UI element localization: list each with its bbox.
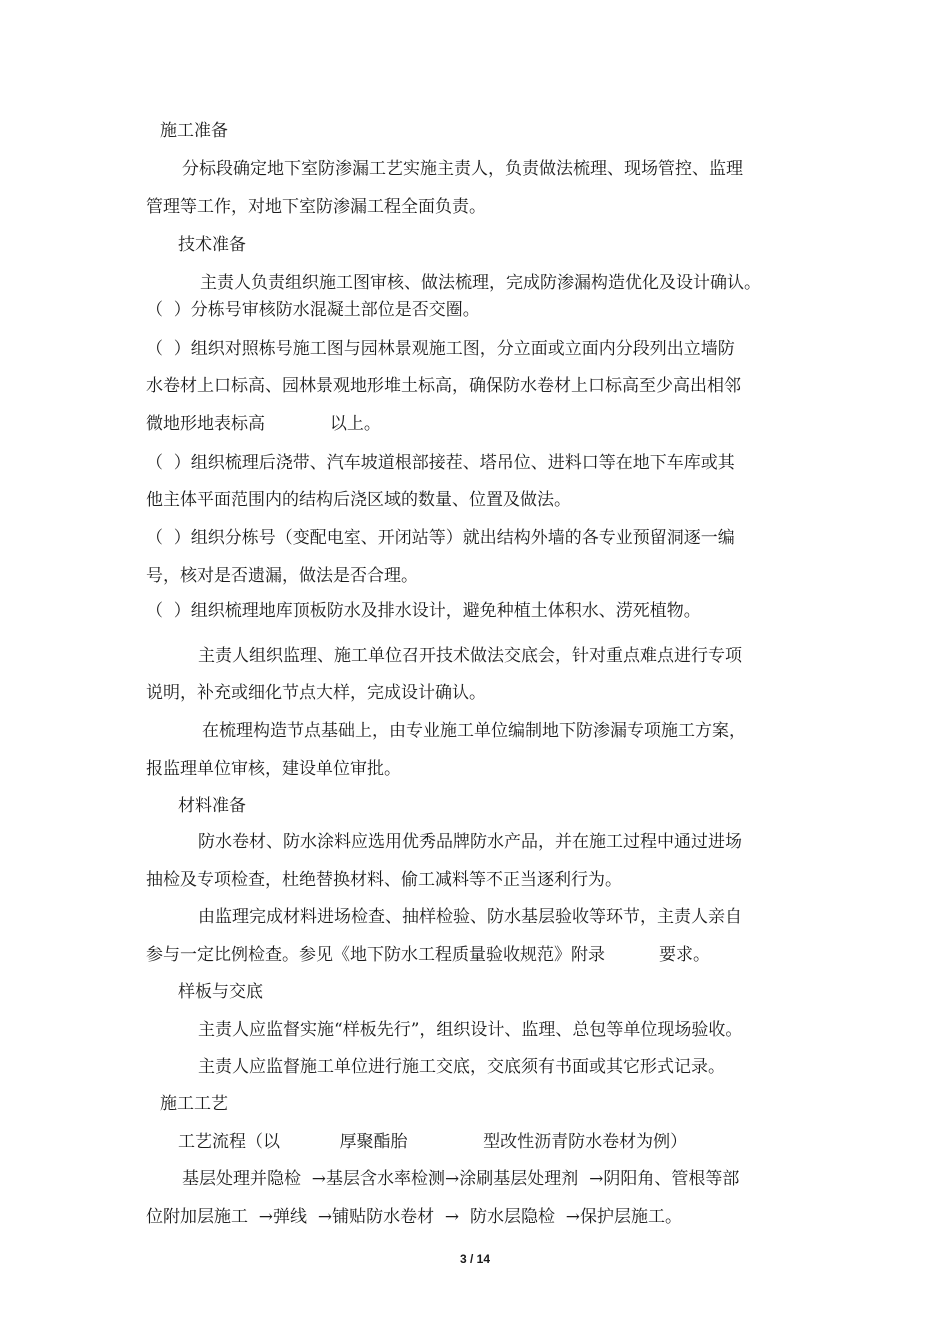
list-item-line: （ ）组织分栋号（变配电室、开闭站等）就出结构外墙的各专业预留洞逐一编 <box>146 528 735 548</box>
list-item-line: （ ）分栋号审核防水混凝土部位是否交圈。 <box>146 300 480 320</box>
paragraph-line: 主责人负责组织施工图审核、做法梳理，完成防渗漏构造优化及设计确认。 <box>200 273 761 293</box>
paragraph-line: 主责人应监督实施“样板先行”，组织设计、监理、总包等单位现场验收。 <box>198 1020 743 1040</box>
paragraph-line: 在梳理构造节点基础上，由专业施工单位编制地下防渗漏专项施工方案， <box>202 721 746 741</box>
paragraph-line: 微地形地表标高 以上。 <box>146 414 381 434</box>
paragraph-line: 抽检及专项检查，杜绝替换材料、偷工减料等不正当逐利行为。 <box>146 870 622 890</box>
paragraph-line: 基层处理并隐检 →基层含水率检测→涂刷基层处理剂 →阴阳角、管根等部 <box>182 1169 740 1189</box>
heading-material-prep: 材料准备 <box>178 796 246 816</box>
paragraph-line: 主责人组织监理、施工单位召开技术做法交底会，针对重点难点进行专项 <box>198 646 742 666</box>
paragraph-line: 防水卷材、防水涂料应选用优秀品牌防水产品，并在施工过程中通过进场 <box>198 832 742 852</box>
heading-construction-process: 施工工艺 <box>160 1094 228 1114</box>
heading-process-flow: 工艺流程（以 厚聚酯胎 型改性沥青防水卷材为例） <box>178 1132 688 1152</box>
paragraph-line: 分标段确定地下室防渗漏工艺实施主责人，负责做法梳理、现场管控、监理 <box>182 159 743 179</box>
paragraph-line: 参与一定比例检查。参见《地下防水工程质量验收规范》附录 要求。 <box>146 945 711 965</box>
heading-sample-briefing: 样板与交底 <box>178 982 263 1002</box>
paragraph-line: 说明，补充或细化节点大样，完成设计确认。 <box>146 683 486 703</box>
list-item-line: （ ）组织梳理地库顶板防水及排水设计，避免种植土体积水、涝死植物。 <box>146 601 701 621</box>
paragraph-line: 管理等工作，对地下室防渗漏工程全面负责。 <box>146 197 486 217</box>
heading-technical-prep: 技术准备 <box>178 235 246 255</box>
paragraph-line: 位附加层施工 →弹线 →铺贴防水卷材 → 防水层隐检 →保护层施工。 <box>146 1207 683 1227</box>
paragraph-line: 水卷材上口标高、园林景观地形堆土标高，确保防水卷材上口标高至少高出相邻 <box>146 376 741 396</box>
paragraph-line: 由监理完成材料进场检查、抽样检验、防水基层验收等环节，主责人亲自 <box>198 907 742 927</box>
list-item-line: （ ）组织对照栋号施工图与园林景观施工图，分立面或立面内分段列出立墙防 <box>146 339 735 359</box>
paragraph-line: 他主体平面范围内的结构后浇区域的数量、位置及做法。 <box>146 490 571 510</box>
paragraph-line: 报监理单位审核，建设单位审批。 <box>146 759 401 779</box>
heading-construction-prep: 施工准备 <box>160 121 228 141</box>
list-item-line: （ ）组织梳理后浇带、汽车坡道根部接茬、塔吊位、进料口等在地下车库或其 <box>146 453 735 473</box>
paragraph-line: 主责人应监督施工单位进行施工交底，交底须有书面或其它形式记录。 <box>198 1057 725 1077</box>
page-number: 3 / 14 <box>459 1252 491 1266</box>
paragraph-line: 号，核对是否遗漏，做法是否合理。 <box>146 566 418 586</box>
